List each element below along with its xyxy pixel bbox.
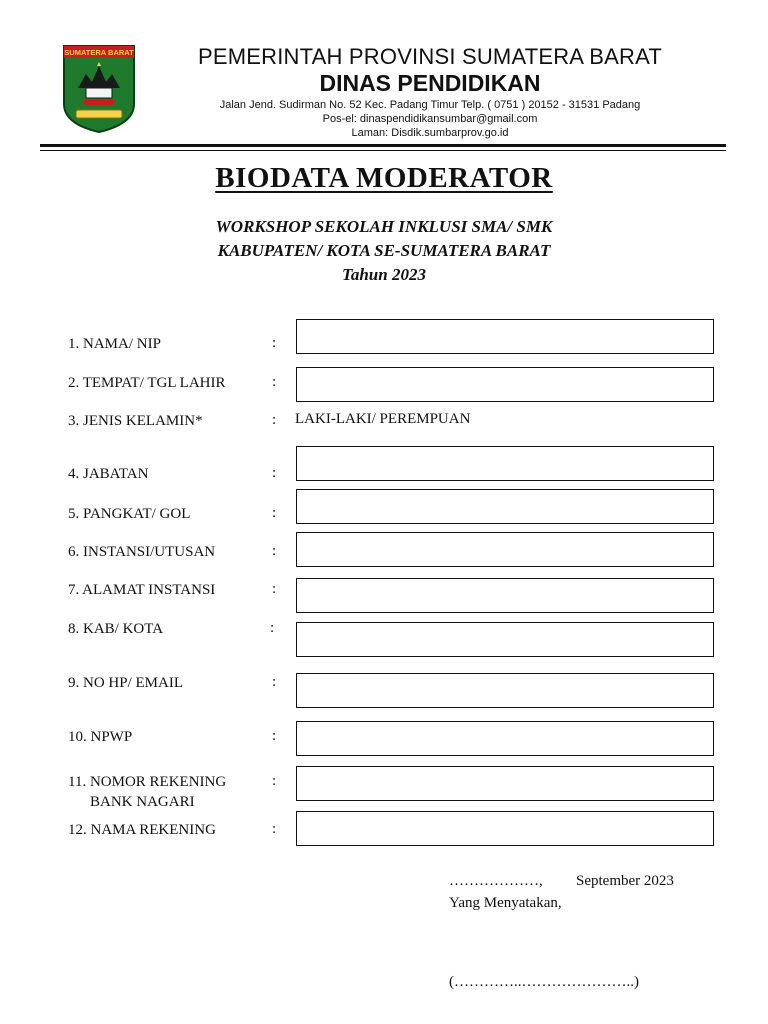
field-colon: :	[272, 505, 277, 521]
field-colon: :	[272, 465, 277, 481]
field-label-kab-kota: 8. KAB/ KOTA	[68, 621, 164, 637]
field-colon: :	[272, 335, 277, 351]
field-input-tempat-tgl-lahir[interactable]	[296, 367, 714, 402]
field-label-alamat-instansi: 7. ALAMAT INSTANSI	[68, 582, 216, 598]
letterhead-website: Laman: Disdik.sumbarprov.go.id	[351, 127, 509, 139]
field-label-instansi: 6. INSTANSI/UTUSAN	[68, 544, 216, 560]
field-label-jenis-kelamin: 3. JENIS KELAMIN*	[68, 413, 203, 429]
field-colon: :	[270, 620, 275, 636]
letterhead-government: PEMERINTAH PROVINSI SUMATERA BARAT	[198, 44, 662, 69]
field-input-nama-rekening[interactable]	[296, 811, 714, 846]
field-value-jenis-kelamin[interactable]: LAKI-LAKI/ PEREMPUAN	[295, 411, 471, 427]
field-colon: :	[272, 674, 277, 690]
province-logo	[62, 44, 136, 134]
field-colon: :	[272, 412, 277, 428]
letterhead-rule-thick	[40, 144, 726, 147]
field-label-bank-nagari: BANK NAGARI	[90, 794, 195, 810]
field-label-jabatan: 4. JABATAN	[68, 466, 149, 482]
field-input-kab-kota[interactable]	[296, 622, 714, 657]
subtitle-region: KABUPATEN/ KOTA SE-SUMATERA BARAT	[217, 241, 551, 260]
field-input-npwp[interactable]	[296, 721, 714, 756]
field-label-no-hp-email: 9. NO HP/ EMAIL	[68, 675, 183, 691]
field-input-instansi[interactable]	[296, 532, 714, 567]
field-colon: :	[272, 543, 277, 559]
letterhead-email: Pos-el: dinaspendidikansumbar@gmail.com	[322, 113, 538, 125]
field-input-pangkat-gol[interactable]	[296, 489, 714, 524]
field-input-no-hp-email[interactable]	[296, 673, 714, 708]
field-input-nomor-rekening[interactable]	[296, 766, 714, 801]
field-input-jabatan[interactable]	[296, 446, 714, 481]
signature-name-line: (…………..…………………..)	[449, 974, 639, 990]
field-colon: :	[272, 773, 277, 789]
field-input-nama[interactable]	[296, 319, 714, 354]
subtitle-workshop: WORKSHOP SEKOLAH INKLUSI SMA/ SMK	[215, 217, 553, 236]
field-label-pangkat-gol: 5. PANGKAT/ GOL	[68, 506, 191, 522]
field-label-tempat-tgl-lahir: 2. TEMPAT/ TGL LAHIR	[68, 375, 226, 391]
field-label-nomor-rekening: 11. NOMOR REKENING	[68, 774, 227, 790]
field-colon: :	[272, 821, 277, 837]
signature-declarant: Yang Menyatakan,	[449, 895, 562, 911]
subtitle-year: Tahun 2023	[342, 265, 426, 284]
letterhead-agency: DINAS PENDIDIKAN	[319, 70, 541, 96]
field-label-npwp: 10. NPWP	[68, 729, 133, 745]
signature-place: ………………,	[449, 873, 543, 889]
document-title: BIODATA MODERATOR	[215, 162, 553, 194]
field-colon: :	[272, 728, 277, 744]
letterhead-address: Jalan Jend. Sudirman No. 52 Kec. Padang Timur Telp. ( 0751 ) 20152 - 31531 Padang	[219, 99, 641, 111]
field-input-alamat-instansi[interactable]	[296, 578, 714, 613]
field-colon: :	[272, 581, 277, 597]
signature-date: September 2023	[576, 873, 674, 889]
field-label-nama: 1. NAMA/ NIP	[68, 336, 161, 352]
field-colon: :	[272, 374, 277, 390]
letterhead-rule-thin	[40, 150, 726, 151]
field-label-nama-rekening: 12. NAMA REKENING	[68, 822, 216, 838]
logo-text: SUMATERA BARAT	[64, 48, 134, 57]
